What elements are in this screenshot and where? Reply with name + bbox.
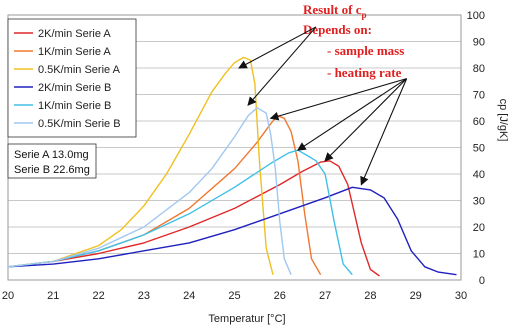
x-tick-label: 26 [273,290,286,302]
y-tick-label: 80 [472,63,485,75]
annotation-arrow [248,27,316,105]
annotation-arrow [298,79,407,151]
legend-label: 0.5K/min Serie A [38,64,120,76]
legend-label: 0.5K/min Serie B [38,118,121,130]
legend-label: 1K/min Serie A [38,46,111,58]
y-tick-label: 60 [472,116,485,128]
x-tick-label: 20 [1,290,15,302]
y-tick-label: 0 [478,275,485,287]
x-tick-labels [2,290,467,302]
legend-label: 2K/min Serie A [38,28,111,40]
sample-note [8,144,96,178]
legend-label: 2K/min Serie B [38,82,112,94]
annotation-line-mass: - sample mass [327,43,405,58]
annotation-title-main: Result of c [303,2,362,17]
annotation-line-rate: - heating rate [327,65,402,80]
x-tick-label: 28 [364,290,377,302]
annotation-title [303,2,367,20]
x-tick-label: 25 [228,290,241,302]
y-tick-label: 70 [472,89,485,102]
x-tick-label: 27 [318,290,332,302]
y-tick-labels [467,10,485,287]
annotation-arrow [239,27,316,68]
y-axis-title: cp [J/gK] [497,98,509,142]
y-tick-label: 90 [472,36,485,49]
x-axis-title: Temperatur [°C] [208,313,286,325]
y-tick-label: 10 [472,248,485,261]
y-tick-label: 40 [472,169,485,181]
x-tick-label: 21 [47,290,60,302]
annotation-line-depends: Depends on: [303,22,372,37]
series-line [8,116,321,275]
annotation-title-subscript: p [361,10,367,20]
x-tick-label: 24 [183,290,196,302]
sample-note-line-a: Serie A 13.0mg [14,149,89,161]
x-tick-label: 29 [409,290,422,302]
x-tick-label: 30 [454,290,468,302]
x-tick-label: 22 [92,290,105,302]
legend-label: 1K/min Serie B [38,100,112,112]
legend [8,19,136,137]
y-tick-label: 50 [472,142,485,155]
y-tick-label: 30 [472,195,485,208]
x-tick-label: 23 [137,290,151,302]
y-tick-label: 20 [472,222,485,234]
y-tick-label: 100 [466,10,485,22]
sample-note-line-b: Serie B 22.6mg [14,164,90,176]
